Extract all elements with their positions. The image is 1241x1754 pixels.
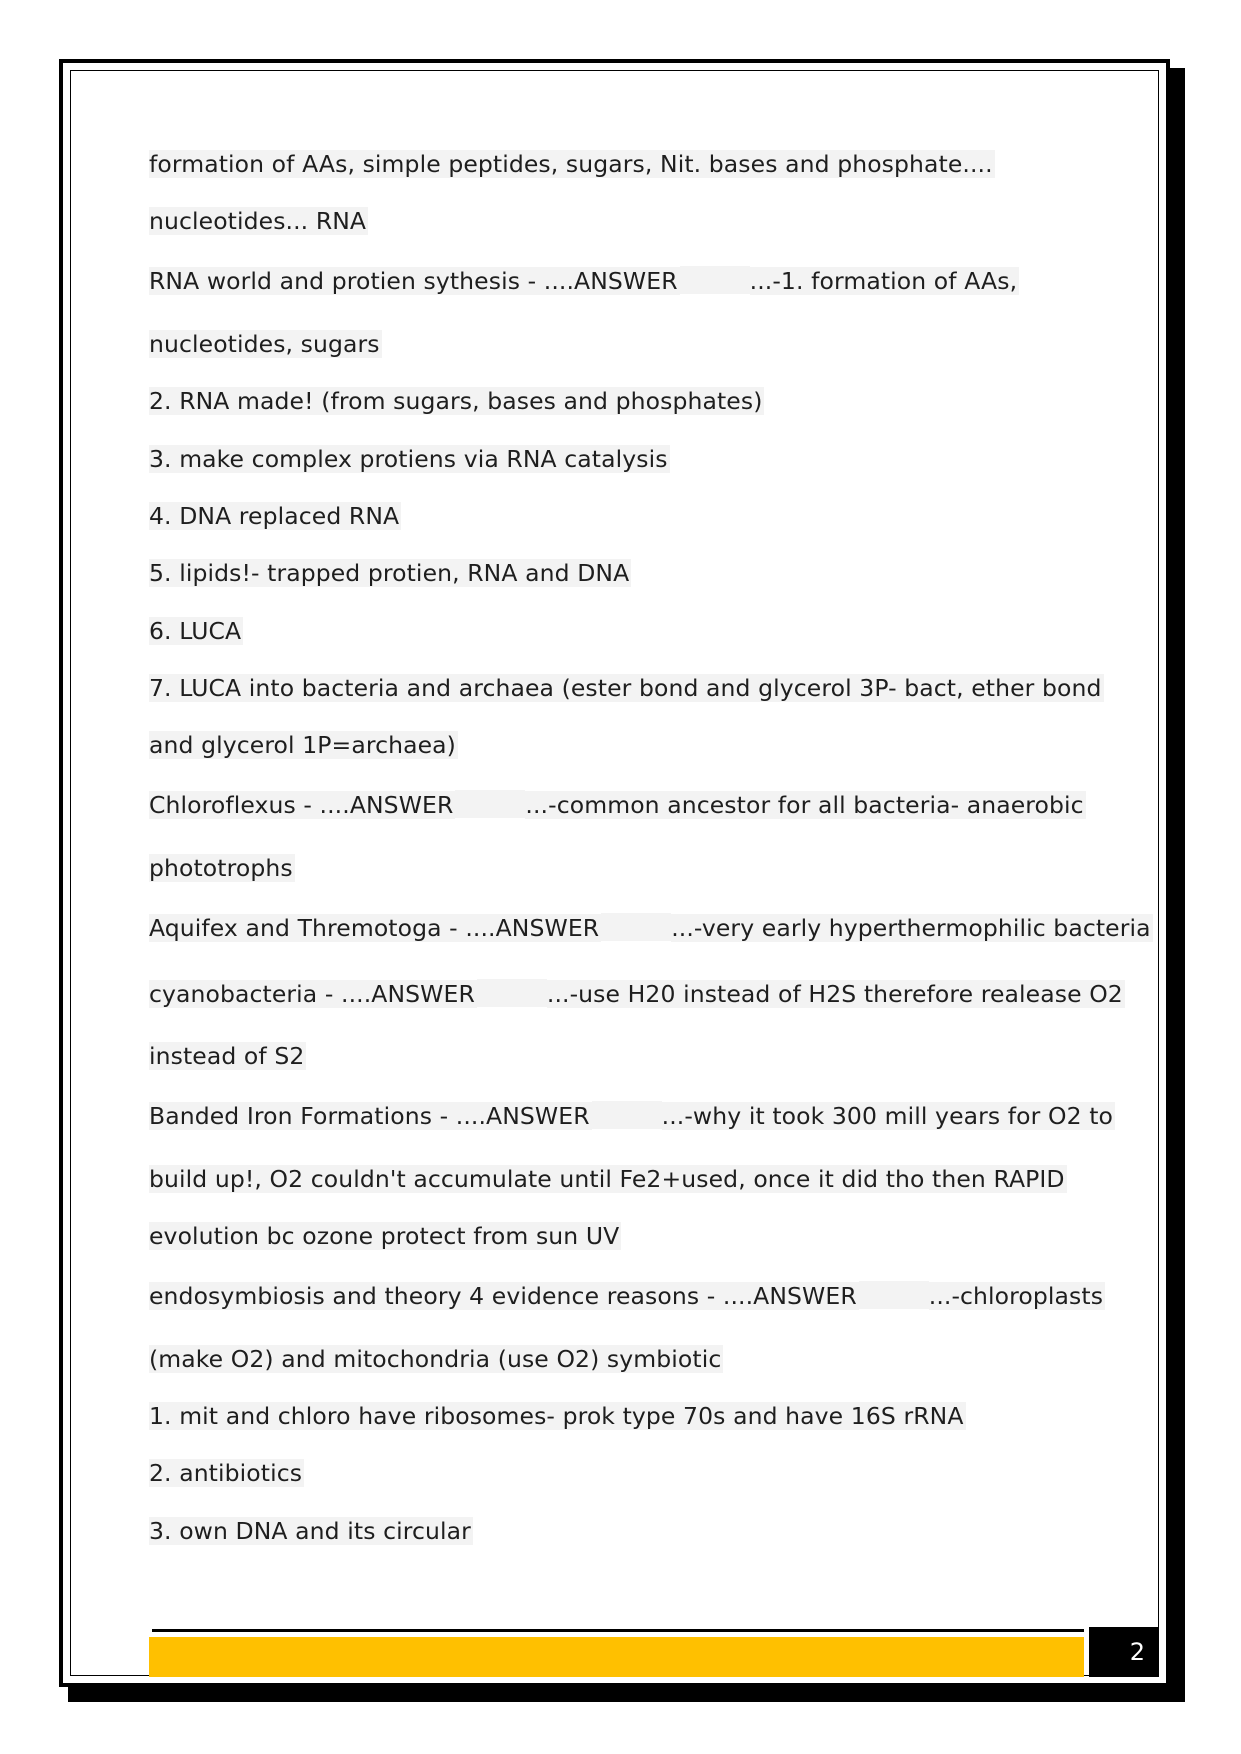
question-text: RNA world and protien sythesis - ....ANSWER bbox=[149, 267, 678, 295]
text-line bbox=[149, 729, 458, 761]
line-text: evolution bc ozone protect from sun UV bbox=[149, 1222, 620, 1250]
line-text: formation of AAs, simple peptides, sugars, Nit. bases and phosphate.... bbox=[149, 150, 993, 178]
text-line bbox=[149, 500, 401, 532]
question-text: Chloroflexus - ....ANSWER bbox=[149, 791, 454, 819]
line-text: 1. mit and chloro have ribosomes- prok type 70s and have 16S rRNA bbox=[149, 1402, 964, 1430]
line-text: and glycerol 1P=archaea) bbox=[149, 731, 456, 759]
question-text: Aquifex and Thremotoga - ....ANSWER bbox=[149, 914, 600, 942]
line-text: 6. LUCA bbox=[149, 617, 242, 645]
line-text: 2. RNA made! (from sugars, bases and phosphates) bbox=[149, 387, 763, 415]
answer-gap bbox=[477, 979, 547, 1007]
question-line bbox=[149, 265, 1019, 297]
question-line bbox=[149, 1100, 1115, 1132]
text-line bbox=[149, 328, 382, 360]
answer-text: ...-chloroplasts bbox=[928, 1282, 1104, 1310]
text-line bbox=[149, 557, 631, 589]
answer-gap bbox=[601, 913, 671, 941]
line-text: nucleotides, sugars bbox=[149, 330, 380, 358]
answer-text: ...-why it took 300 mill years for O2 to bbox=[661, 1102, 1113, 1130]
line-text: 7. LUCA into bacteria and archaea (ester bond and glycerol 3P- bact, ether bond bbox=[149, 674, 1102, 702]
footer-rule bbox=[152, 1629, 1084, 1632]
answer-text: ...-use H20 instead of H2S therefore realease O2 bbox=[546, 980, 1123, 1008]
question-line bbox=[149, 978, 1125, 1010]
text-line bbox=[149, 205, 368, 237]
text-line bbox=[149, 1163, 1067, 1195]
question-text: cyanobacteria - ....ANSWER bbox=[149, 980, 475, 1008]
line-text: 3. make complex protiens via RNA catalysis bbox=[149, 445, 668, 473]
line-text: build up!, O2 couldn't accumulate until Fe2+used, once it did tho then RAPID bbox=[149, 1165, 1065, 1193]
text-line bbox=[149, 852, 295, 884]
text-line bbox=[149, 1400, 966, 1432]
text-line bbox=[149, 1515, 473, 1547]
line-text: 2. antibiotics bbox=[149, 1459, 303, 1487]
answer-gap bbox=[680, 266, 750, 294]
text-line bbox=[149, 1343, 723, 1375]
line-text: instead of S2 bbox=[149, 1042, 305, 1070]
line-text: 3. own DNA and its circular bbox=[149, 1517, 471, 1545]
question-text: Banded Iron Formations - ....ANSWER bbox=[149, 1102, 590, 1130]
text-line bbox=[149, 615, 243, 647]
text-line bbox=[149, 1040, 306, 1072]
line-text: 5. lipids!- trapped protien, RNA and DNA bbox=[149, 559, 630, 587]
answer-text: ...-very early hyperthermophilic bacteria bbox=[671, 914, 1151, 942]
text-line bbox=[149, 1457, 304, 1489]
question-line bbox=[149, 1280, 1105, 1312]
answer-gap bbox=[592, 1101, 662, 1129]
answer-text: ...-common ancestor for all bacteria- anaerobic bbox=[525, 791, 1084, 819]
line-text: phototrophs bbox=[149, 854, 293, 882]
answer-gap bbox=[859, 1281, 929, 1309]
answer-gap bbox=[455, 790, 525, 818]
text-line bbox=[149, 385, 764, 417]
line-text: nucleotides... RNA bbox=[149, 207, 367, 235]
text-line bbox=[149, 443, 670, 475]
question-line bbox=[149, 789, 1086, 821]
question-line bbox=[149, 912, 1153, 944]
question-text: endosymbiosis and theory 4 evidence reasons - ....ANSWER bbox=[149, 1282, 857, 1310]
text-line bbox=[149, 672, 1104, 704]
page-number: 2 bbox=[1089, 1627, 1159, 1677]
answer-text: ...-1. formation of AAs, bbox=[749, 267, 1018, 295]
line-text: (make O2) and mitochondria (use O2) symbiotic bbox=[149, 1345, 722, 1373]
text-line bbox=[149, 1220, 621, 1252]
line-text: 4. DNA replaced RNA bbox=[149, 502, 400, 530]
text-line bbox=[149, 148, 995, 180]
footer-bar bbox=[149, 1637, 1084, 1677]
